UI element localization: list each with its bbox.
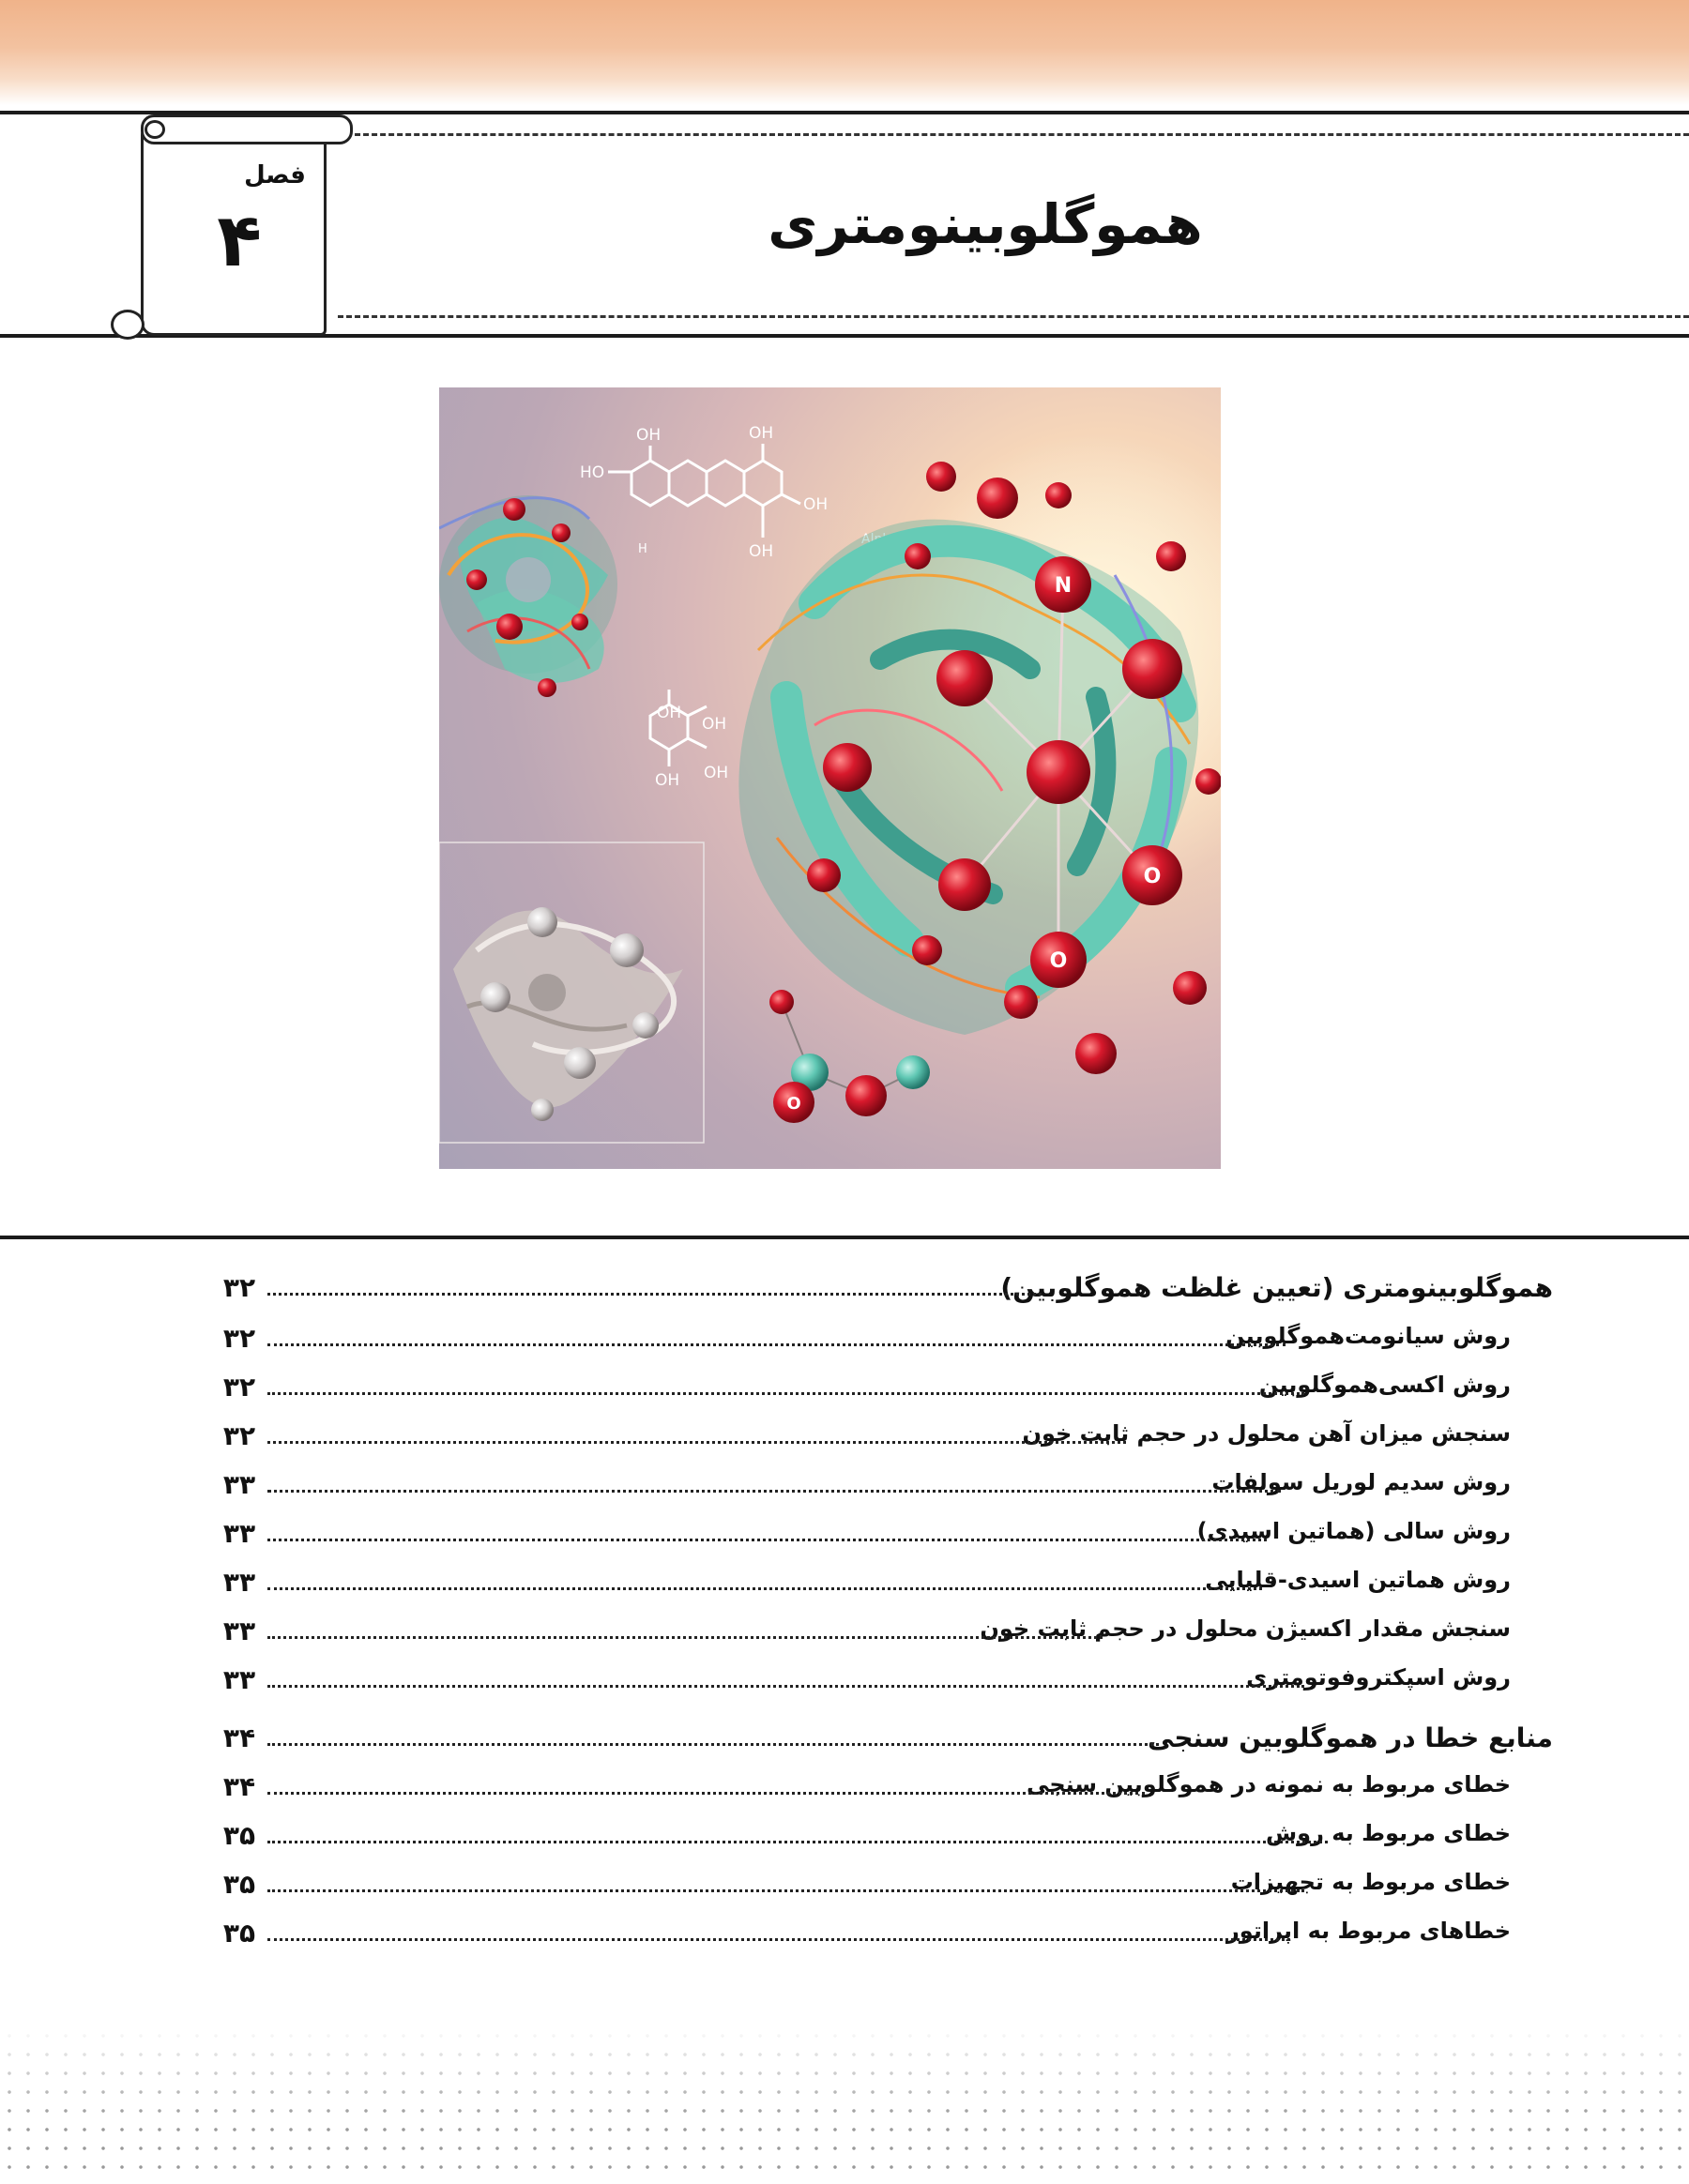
toc-leader-dots (267, 1490, 1281, 1493)
toc-entry[interactable] (216, 1567, 1511, 1608)
svg-text:OH: OH (749, 424, 774, 443)
toc-leader-dots (267, 1392, 1304, 1395)
toc-leader-dots (267, 1587, 1262, 1590)
toc-entry-page: ۳۳ (222, 1567, 256, 1598)
svg-text:OH: OH (749, 542, 774, 561)
toc-leader-dots (267, 1685, 1304, 1688)
svg-text:OH: OH (803, 495, 829, 514)
toc-leader-dots (267, 1343, 1286, 1346)
toc-entry-title: سنجش میزان آهن محلول در حجم ثابت خون (1022, 1420, 1511, 1447)
toc-entry-title: منابع خطا در هموگلوبین سنجی (1148, 1722, 1553, 1753)
toc-entry-title: روش اسپکتروفوتومتری (1246, 1664, 1511, 1691)
toc-entry[interactable] (216, 1272, 1553, 1313)
toc-entry-page: ۳۴ (222, 1722, 256, 1753)
toc-entry-title: سنجش مقدار اکسیژن محلول در حجم ثابت خون (980, 1615, 1511, 1642)
toc-entry-title: هموگلوبینومتری (تعیین غلظت هموگلوبین) (1000, 1272, 1553, 1303)
toc-entry-title: روش هماتین اسیدی-قلیایی (1205, 1567, 1511, 1593)
chapter-number: ۴ (217, 199, 262, 283)
toc-entry-title: خطای مربوط به روش (1266, 1820, 1511, 1846)
svg-text:O: O (786, 1094, 801, 1114)
toc-entry[interactable] (216, 1918, 1511, 1959)
toc-leader-dots (267, 1636, 1103, 1639)
toc-leader-dots (267, 1293, 1042, 1296)
toc-leader-dots (267, 1441, 1126, 1444)
scroll-roll-top (141, 114, 353, 144)
svg-text:OH: OH (702, 715, 727, 734)
page-title: هموگلوبینومتری (768, 192, 1203, 256)
toc-entry-title: روش سیانومت‌هموگلوبین (1225, 1323, 1511, 1349)
toc-entry[interactable] (216, 1869, 1511, 1910)
svg-text:OH: OH (636, 426, 662, 445)
svg-text:OH: OH (655, 771, 680, 790)
toc-entry-title: روش اکسی‌هموگلوبین (1258, 1372, 1511, 1398)
toc-entry-title: خطای مربوط به نمونه در هموگلوبین سنجی (1027, 1771, 1511, 1797)
hemoglobin-molecule-art (439, 387, 1221, 1169)
scroll-roll-bottom (111, 310, 145, 340)
top-gradient-band (0, 0, 1689, 105)
toc-entry-page: ۳۳ (222, 1615, 256, 1646)
toc-entry-page: ۳۲ (222, 1372, 256, 1403)
toc-entry-page: ۳۳ (222, 1518, 256, 1549)
toc-entry[interactable] (216, 1518, 1511, 1559)
toc-entry-title: روش سالی (هماتین اسیدی) (1196, 1518, 1511, 1544)
svg-text:OH: OH (704, 764, 729, 782)
toc-leader-dots (267, 1743, 1159, 1746)
decorative-dot-pattern (0, 2026, 1689, 2184)
toc-leader-dots (267, 1539, 1267, 1541)
toc-entry[interactable] (216, 1771, 1511, 1812)
toc-entry-page: ۳۵ (222, 1820, 256, 1851)
toc-entry[interactable] (216, 1420, 1511, 1462)
toc-entry-page: ۳۳ (222, 1469, 256, 1500)
toc-leader-dots (267, 1841, 1328, 1843)
svg-text:O: O (1049, 949, 1068, 973)
toc-entry-title: خطاهای مربوط به اپراتور (1225, 1918, 1511, 1944)
svg-text:N: N (1054, 574, 1073, 598)
toc-entry[interactable] (216, 1820, 1511, 1861)
svg-text:Alpha: Alpha (861, 532, 899, 547)
toc-leader-dots (267, 1938, 1290, 1941)
toc-entry-page: ۳۵ (222, 1918, 256, 1949)
toc-entry-title: خطای مربوط به تجهیزات (1230, 1869, 1511, 1895)
toc-entry-page: ۳۵ (222, 1869, 256, 1900)
toc-entry-page: ۳۲ (222, 1420, 256, 1451)
toc-entry[interactable] (216, 1469, 1511, 1510)
toc-entry[interactable] (216, 1722, 1553, 1764)
toc-entry[interactable] (216, 1615, 1511, 1657)
svg-text:O: O (1143, 865, 1162, 888)
header-dashed-line-top (338, 133, 1689, 136)
toc-entry[interactable] (216, 1323, 1511, 1364)
scroll-curl-icon (145, 120, 165, 139)
svg-text:OH: OH (657, 704, 682, 722)
toc-entry-page: ۳۲ (222, 1272, 256, 1303)
svg-text:H: H (638, 542, 647, 556)
toc-entry-page: ۳۳ (222, 1664, 256, 1695)
toc-entry-title: روش سدیم لوریل سولفات (1211, 1469, 1511, 1495)
toc-entry-page: ۳۲ (222, 1323, 256, 1354)
svg-text:HO: HO (580, 463, 605, 482)
toc-leader-dots (267, 1792, 1145, 1795)
toc-entry[interactable] (216, 1372, 1511, 1413)
toc-entry-page: ۳۴ (222, 1771, 256, 1802)
toc-entry[interactable] (216, 1664, 1511, 1706)
toc-leader-dots (267, 1889, 1304, 1892)
hemoglobin-illustration (439, 387, 1221, 1169)
chapter-label: فصل (244, 161, 306, 190)
header-dashed-line-bottom (338, 315, 1689, 318)
toc-top-rule (0, 1236, 1689, 1239)
